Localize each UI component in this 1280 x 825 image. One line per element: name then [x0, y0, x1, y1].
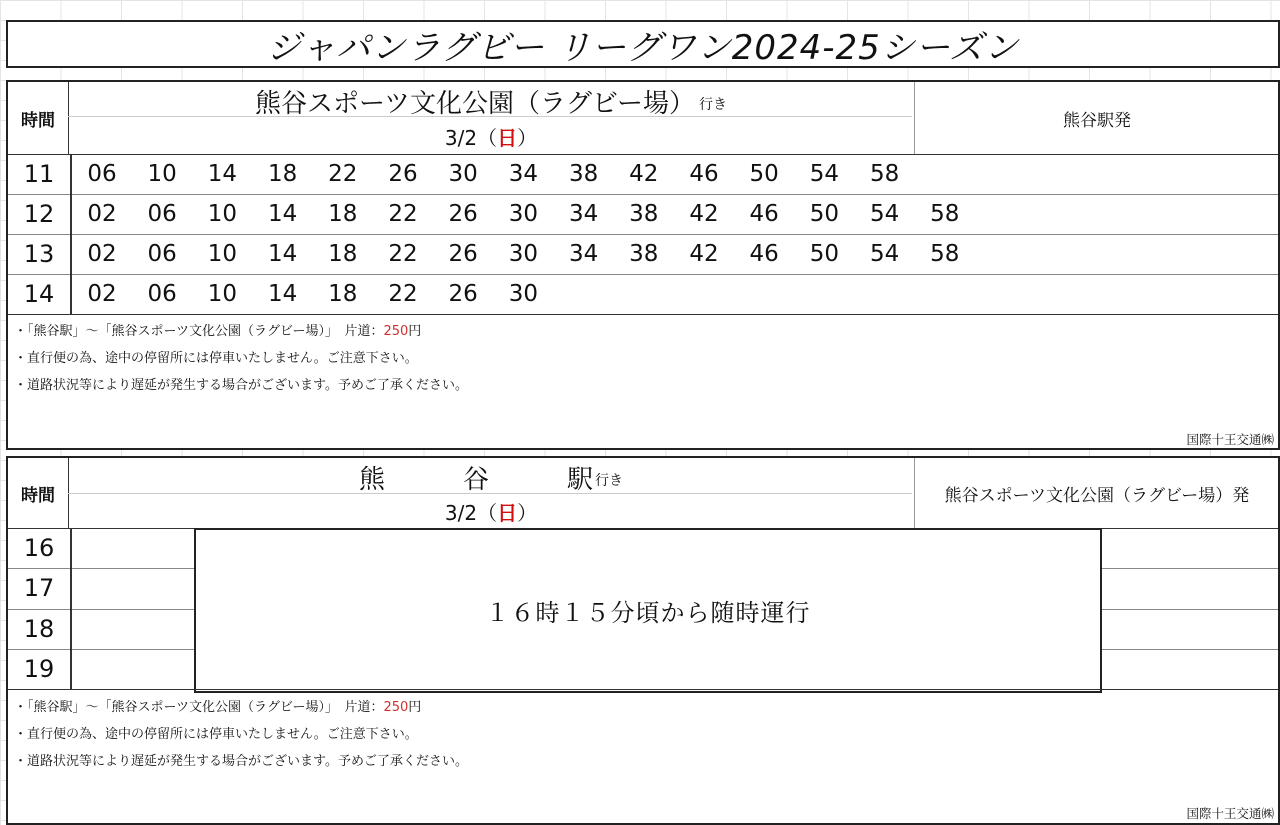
express-note: ・直行便の為、途中の停留所には停車いたしません。ご注意下さい。: [14, 351, 418, 366]
departure-minute: 58: [869, 161, 900, 187]
departure-minute: 30: [508, 241, 539, 267]
departure-minute: 30: [448, 161, 478, 187]
fare-amount: 250: [383, 700, 409, 715]
departure-minute: 06: [147, 241, 177, 267]
departure-minute: 22: [388, 281, 418, 307]
departure-minute: 18: [328, 281, 358, 307]
hour-cell: 11: [8, 154, 72, 194]
departure-minute: 02: [87, 241, 117, 267]
departure-minute: 30: [508, 281, 539, 307]
departure-minute: 06: [87, 161, 117, 187]
departure-minute: 14: [207, 161, 238, 187]
departure-minute: 06: [147, 201, 177, 227]
service-date: [68, 118, 914, 154]
date-suffix: ）: [517, 125, 538, 150]
departure-minute: 38: [568, 161, 599, 187]
departure-minute: 26: [388, 161, 418, 187]
date-prefix: 3/2（: [444, 125, 498, 150]
departure-minute: 54: [869, 241, 900, 267]
departure-minute: 18: [328, 241, 358, 267]
departure-minute: 54: [809, 161, 840, 187]
departure-minute: 46: [689, 161, 719, 187]
departure-minute: 34: [508, 161, 539, 187]
departure-minute: 30: [508, 201, 539, 227]
departure-minute: 34: [568, 241, 599, 267]
hour-cell: 14: [8, 274, 72, 314]
departure-minute: 22: [388, 241, 418, 267]
fare-amount: 250: [383, 324, 409, 339]
fare-note-text: ・「熊谷駅」～「熊谷スポーツ文化公園（ラグビー場）」 片道：: [14, 700, 384, 715]
departure-minute: 50: [809, 201, 840, 227]
departure-minute: 18: [328, 201, 358, 227]
departure-minute: 10: [207, 281, 238, 307]
hour-cell: 17: [8, 568, 72, 608]
hour-cell: 19: [8, 649, 72, 689]
delay-note: ・道路状況等により遅延が発生する場合がございます。予めご了承ください。: [14, 378, 468, 393]
departure-origin: 熊谷スポーツ文化公園（ラグビー場）発: [944, 485, 1250, 506]
departure-minute: 26: [448, 281, 478, 307]
destination-heading: [68, 460, 914, 494]
service-date: [68, 494, 914, 528]
departure-minute: 10: [207, 201, 238, 227]
bound-suffix: 行き: [698, 97, 727, 113]
departure-minute: 38: [629, 201, 659, 227]
departure-minute: 02: [87, 281, 117, 307]
fare-unit: 円: [408, 324, 422, 339]
departure-minute: 10: [207, 241, 238, 267]
date-suffix: ）: [517, 500, 538, 525]
express-note: ・直行便の為、途中の停留所には停車いたしません。ご注意下さい。: [14, 727, 418, 742]
departure-minute: 50: [809, 241, 840, 267]
fare-unit: 円: [408, 700, 422, 715]
departure-minute: 38: [629, 241, 659, 267]
operator-name: 国際十王交通㈱: [1186, 806, 1274, 821]
departure-minute: 58: [930, 241, 960, 267]
fare-note: [14, 320, 421, 339]
hour-cell: 16: [8, 528, 72, 568]
delay-note: ・道路状況等により遅延が発生する場合がございます。予めご了承ください。: [14, 754, 468, 769]
date-day: 日: [497, 125, 518, 150]
destination-name: 熊谷スポーツ文化公園（ラグビー場）: [255, 88, 695, 119]
hour-cell: 18: [8, 609, 72, 649]
hour-cell: 13: [8, 234, 72, 274]
hour-column-header: 時間: [21, 110, 55, 131]
departure-minute: 14: [267, 281, 298, 307]
hour-cell: 12: [8, 194, 72, 234]
departure-minute: 14: [267, 241, 298, 267]
timetable-to-station: [6, 456, 1280, 825]
bound-suffix: 行き: [595, 473, 623, 489]
departure-minute: 18: [267, 161, 298, 187]
destination-name: 熊 谷 駅: [358, 464, 593, 495]
departure-minute: 02: [87, 201, 117, 227]
fare-note: [14, 696, 421, 715]
departure-minute: 46: [749, 241, 779, 267]
departure-minute: 26: [448, 201, 478, 227]
departure-minute: 58: [930, 201, 960, 227]
page-title: ジャパンラグビー リーグワン2024-25シーズン: [6, 20, 1280, 68]
date-prefix: 3/2（: [444, 500, 498, 525]
departure-minute: 22: [388, 201, 418, 227]
departure-minute: 26: [448, 241, 478, 267]
departure-minute: 42: [689, 201, 719, 227]
departure-minute: 14: [267, 201, 298, 227]
departure-origin: 熊谷駅発: [1063, 110, 1131, 131]
departure-minute: 42: [629, 161, 659, 187]
departure-minute: 42: [689, 241, 719, 267]
departure-minute: 06: [147, 281, 177, 307]
departure-minute: 10: [147, 161, 177, 187]
destination-heading: [68, 84, 914, 118]
hour-column-header: 時間: [21, 485, 55, 506]
frequent-service-box: [194, 528, 1102, 693]
departure-minute: 22: [328, 161, 358, 187]
operator-name: 国際十王交通㈱: [1186, 432, 1274, 447]
date-day: 日: [497, 500, 518, 525]
fare-note-text: ・「熊谷駅」～「熊谷スポーツ文化公園（ラグビー場）」 片道：: [14, 324, 384, 339]
departure-minute: 34: [568, 201, 599, 227]
frequent-service-text: １６時１５分頃から随時運行: [485, 599, 811, 627]
departure-minute: 54: [869, 201, 900, 227]
departure-minute: 46: [749, 201, 779, 227]
departure-minute: 50: [749, 161, 779, 187]
timetable-to-stadium: [6, 80, 1280, 450]
